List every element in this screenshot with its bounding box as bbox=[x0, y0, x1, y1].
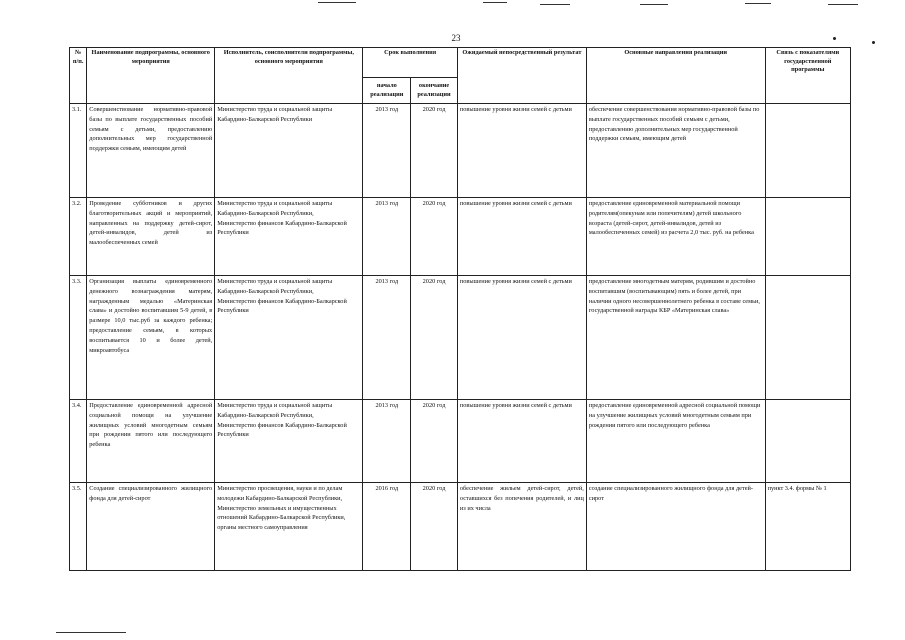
scan-artifact-dot bbox=[872, 41, 875, 44]
cell-name: Создание специализированного жилищного фонда для детей-сирот bbox=[87, 483, 215, 571]
cell-executor: Министерство просвещения, науки и по делам молодежи Кабардино-Балкарской Республики, Министерство земельных и имущественных отношений Кабардино-Балкарской Республики, органы местного самоуправления bbox=[215, 483, 363, 571]
cell-num: 3.1. bbox=[70, 104, 87, 198]
header-directions: Основные направления реализации bbox=[586, 48, 765, 104]
header-num: № п/п. bbox=[70, 48, 87, 104]
cell-result: повышение уровня жизни семей с детьми bbox=[457, 276, 586, 400]
cell-num: 3.5. bbox=[70, 483, 87, 571]
cell-name: Совершенствование нормативно-правовой базы по выплате государственных пособий семьям с детьми, предоставлению дополнительных мер государственной поддержки семьям, имеющим детей bbox=[87, 104, 215, 198]
header-executor: Исполнитель, соисполнители подпрограммы, основного мероприятия bbox=[215, 48, 363, 104]
scan-artifact-line bbox=[318, 2, 356, 3]
cell-num: 3.4. bbox=[70, 400, 87, 483]
cell-start: 2013 год bbox=[363, 276, 411, 400]
table-row bbox=[70, 198, 851, 276]
page-number: 23 bbox=[451, 33, 461, 43]
scan-artifact-line bbox=[483, 2, 507, 3]
cell-start: 2013 год bbox=[363, 198, 411, 276]
scan-artifact-dot bbox=[833, 37, 836, 40]
table-row bbox=[70, 400, 851, 483]
cell-link bbox=[765, 104, 850, 198]
cell-num: 3.2. bbox=[70, 198, 87, 276]
scan-artifact-line bbox=[540, 4, 570, 5]
cell-link bbox=[765, 276, 850, 400]
cell-num: 3.3. bbox=[70, 276, 87, 400]
cell-executor: Министерство труда и социальной защиты Кабардино-Балкарской Республики, Министерство финансов Кабардино-Балкарской Республики bbox=[215, 198, 363, 276]
cell-executor: Министерство труда и социальной защиты Кабардино-Балкарской Республики bbox=[215, 104, 363, 198]
cell-result: повышение уровня жизни семей с детьми bbox=[457, 400, 586, 483]
cell-link bbox=[765, 198, 850, 276]
cell-directions: предоставление единовременной адресной социальной помощи на улучшение жилищных условий многодетным семьям при рождении пятого или последующего ребенка bbox=[586, 400, 765, 483]
cell-end: 2020 год bbox=[411, 400, 458, 483]
cell-end: 2020 год bbox=[411, 104, 458, 198]
cell-directions: обеспечение совершенствования нормативно-правовой базы по выплате государственных пособий семьям с детьми, предоставлению дополнительных мер государственной поддержки семьям, имеющим детей bbox=[586, 104, 765, 198]
cell-end: 2020 год bbox=[411, 276, 458, 400]
cell-name: Проведение субботников и других благотворительных акций и мероприятий, направленных на поддержку детей-сирот, детей-инвалидов, детей из малообеспеченных семей bbox=[87, 198, 215, 276]
scan-artifact-line bbox=[640, 4, 668, 5]
cell-start: 2013 год bbox=[363, 104, 411, 198]
header-term-end: окончание реализации bbox=[411, 78, 458, 104]
table-row bbox=[70, 276, 851, 400]
cell-result: повышение уровня жизни семей с детьми bbox=[457, 104, 586, 198]
cell-executor: Министерство труда и социальной защиты Кабардино-Балкарской Республики, Министерство финансов Кабардино-Балкарской Республики bbox=[215, 276, 363, 400]
cell-directions: предоставление единовременной материальной помощи родителям(опекунам или попечителям) детей школьного возраста (детей-сирот, детей-инвалидов, детей из малообеспеченных семей) из расчета 2,0 тыс. руб. на ребенка bbox=[586, 198, 765, 276]
scan-artifact-line bbox=[828, 4, 858, 5]
cell-result: обеспечение жильем детей-сирот, детей, оставшихся без попечения родителей, и лиц из их числа bbox=[457, 483, 586, 571]
cell-start: 2016 год bbox=[363, 483, 411, 571]
cell-start: 2013 год bbox=[363, 400, 411, 483]
cell-end: 2020 год bbox=[411, 198, 458, 276]
footnote-separator-line bbox=[56, 632, 126, 633]
header-term-start: начало реализации bbox=[363, 78, 411, 104]
cell-result: повышение уровня жизни семей с детьми bbox=[457, 198, 586, 276]
cell-executor: Министерство труда и социальной защиты Кабардино-Балкарской Республики, Министерство финансов Кабардино-Балкарской Республики bbox=[215, 400, 363, 483]
table-row bbox=[70, 483, 851, 571]
cell-link: пункт 3.4. формы № 1 bbox=[765, 483, 850, 571]
cell-name: Организация выплаты единовременного денежного вознаграждения матерям, награжденным медалью «Материнская слава» и достойно воспитавшим 5-9 детей, в размере 10,0 тыс.руб за каждого ребенка; предоставление семьям, в которых воспитывается 10 и более детей, микроавтобуса bbox=[87, 276, 215, 400]
cell-link bbox=[765, 400, 850, 483]
program-measures-table bbox=[69, 47, 851, 571]
header-name: Наименование подпрограммы, основного мероприятия bbox=[87, 48, 215, 104]
cell-directions: предоставление многодетным матерям, родившим и достойно воспитавшим (воспитывающим) пять и более детей, при наличии одного несовершеннолетнего ребенка в составе семьи, государственной награды КБР «Материнская слава» bbox=[586, 276, 765, 400]
header-link: Связь с показателями государственной программы bbox=[765, 48, 850, 104]
table-row bbox=[70, 104, 851, 198]
cell-end: 2020 год bbox=[411, 483, 458, 571]
header-term: Срок выполнения bbox=[363, 48, 457, 78]
header-result: Ожидаемый непосредственный результат bbox=[457, 48, 586, 104]
scan-artifact-line bbox=[745, 3, 771, 4]
cell-directions: создание специализированного жилищного фонда для детей-сирот bbox=[586, 483, 765, 571]
cell-name: Предоставление единовременной адресной социальной помощи на улучшение жилищных условий многодетным семьям при рождении пятого или последующего ребенка bbox=[87, 400, 215, 483]
